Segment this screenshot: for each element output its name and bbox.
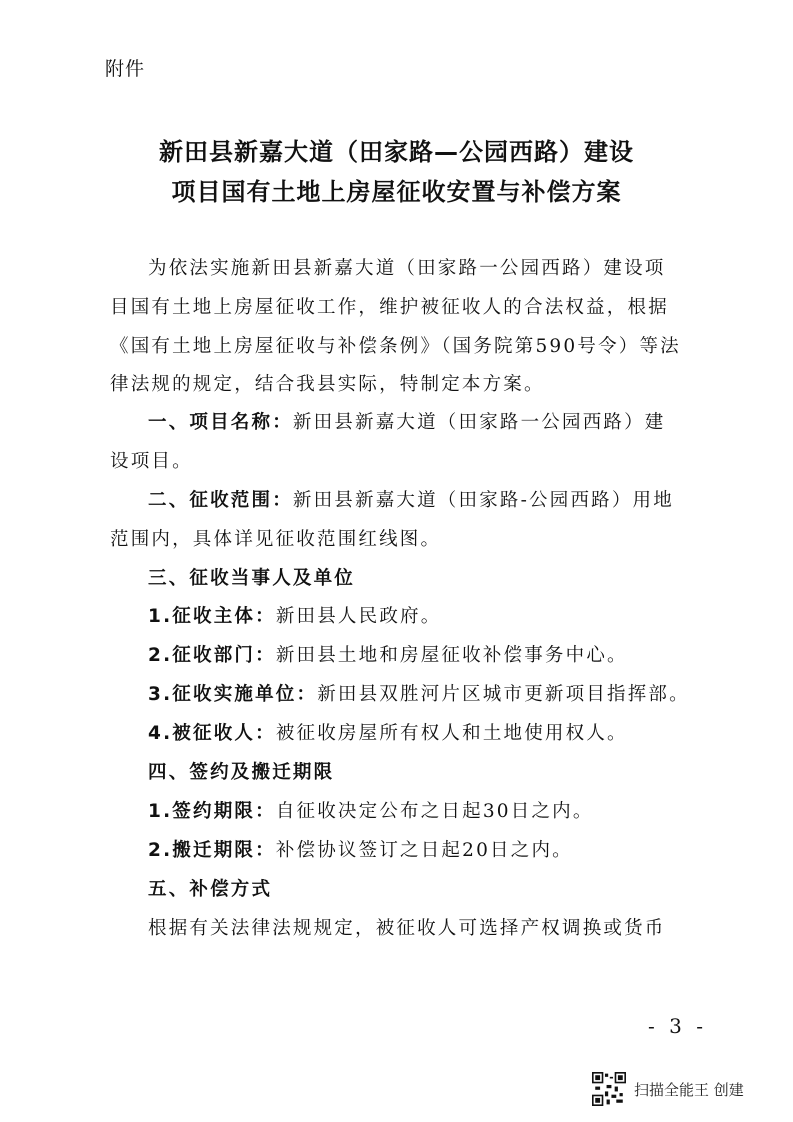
section-1-text: 新田县新嘉大道（田家路一公园西路）建 <box>292 412 666 433</box>
intro-line-4: 律法规的规定，结合我县实际，特制定本方案。 <box>110 374 545 395</box>
section-1-line <box>148 408 730 438</box>
item-text: 新田县人民政府。 <box>275 606 442 627</box>
section-3-heading: 三、征收当事人及单位 <box>148 568 356 589</box>
section-4-item <box>148 836 730 866</box>
item-text: 被征收房屋所有权人和土地使用权人。 <box>275 723 628 744</box>
section-4-heading: 四、签约及搬迁期限 <box>148 762 335 783</box>
attachment-label: 附件 <box>105 58 146 80</box>
section-4-item <box>148 797 730 827</box>
section-2-text: 新田县新嘉大道（田家路-公园西路）用地 <box>292 490 674 511</box>
item-label: 2.征收部门： <box>148 645 276 666</box>
section-5-heading: 五、补偿方式 <box>148 879 273 900</box>
section-2-heading: 二、征收范围： <box>148 490 293 511</box>
item-text: 自征收决定公布之日起30日之内。 <box>275 801 594 822</box>
scanner-watermark <box>592 1067 772 1111</box>
section-2-cont: 范围内，具体详见征收范围红线图。 <box>110 529 442 550</box>
section-3-item <box>148 602 730 632</box>
item-text: 新田县双胜河片区城市更新项目指挥部。 <box>317 684 690 705</box>
scanner-brand-text: 扫描全能王 创建 <box>634 1080 744 1099</box>
section-3-item <box>148 641 730 671</box>
qr-code-icon <box>592 1072 626 1106</box>
page-number: - 3 - <box>648 1014 707 1038</box>
title-line-1: 新田县新嘉大道（田家路—公园西路）建设 <box>159 138 634 166</box>
item-label: 3.征收实施单位： <box>148 684 318 705</box>
item-label: 1.征收主体： <box>148 606 276 627</box>
section-3-item <box>148 719 730 749</box>
item-label: 1.签约期限： <box>148 801 276 822</box>
section-1-cont: 设项目。 <box>110 451 193 472</box>
intro-line-2: 目国有土地上房屋征收工作，维护被征收人的合法权益，根据 <box>110 297 669 318</box>
intro-line-1: 为依法实施新田县新嘉大道（田家路一公园西路）建设项 <box>148 258 666 279</box>
section-1-heading: 一、项目名称： <box>148 412 293 433</box>
item-text: 新田县土地和房屋征收补偿事务中心。 <box>275 645 628 666</box>
item-label: 2.搬迁期限： <box>148 840 276 861</box>
section-5-text: 根据有关法律法规规定，被征收人可选择产权调换或货币 <box>148 918 666 939</box>
title-line-2: 项目国有土地上房屋征收安置与补偿方案 <box>171 178 622 206</box>
section-2-line <box>148 486 730 516</box>
item-label: 4.被征收人： <box>148 723 276 744</box>
section-3-item <box>148 680 730 710</box>
intro-line-3: 《国有土地上房屋征收与补偿条例》（国务院第590号令）等法 <box>110 336 681 357</box>
item-text: 补偿协议签订之日起20日之内。 <box>275 840 573 861</box>
